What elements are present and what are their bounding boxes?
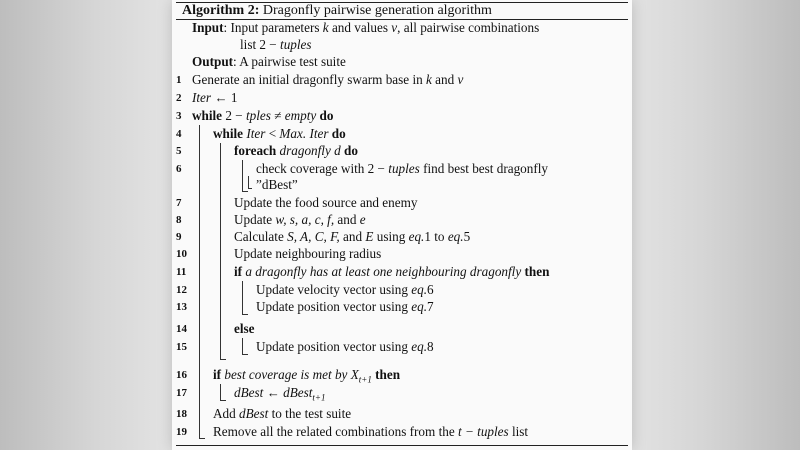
while-keyword: while [213,126,244,141]
wrap-end [248,188,252,189]
algo-line-19 [213,424,528,440]
output-text: : A pairwise test suite [233,54,346,69]
l1-and: and [431,72,458,87]
l13-text: Update position vector using [256,299,412,314]
input-cont-text: list 2 − [240,37,281,52]
output-label: Output [192,54,234,69]
l9-E: E [365,229,374,244]
l10-text: Update neighbouring radius [234,246,382,261]
l13-num: 7 [427,299,434,314]
while-block-end [199,438,205,439]
l6-dbest: ”dBest” [256,177,298,192]
while-block-bar [199,125,200,438]
line-number: 1 [176,74,182,86]
input-label: Input [192,20,224,35]
blurred-background-right [620,0,800,450]
input-cont-tuples: tuples [280,37,312,52]
algo-line-2 [192,90,237,106]
l9-five: 5 [463,229,471,244]
else-block-end [242,354,248,355]
bottom-rule [176,445,628,446]
inner-while-end [220,359,226,360]
l16-x: X [350,367,359,382]
l19-text-2: list [508,424,529,439]
l8-text: Update [234,212,276,227]
foreach-keyword: foreach [234,143,277,158]
l18-dbest: dBest [239,406,269,421]
input-text-2: and values [328,20,392,35]
line-number: 16 [176,369,187,381]
algo-line-9 [234,229,470,245]
l2-iter: Iter [192,90,212,105]
algo-line-18 [213,406,351,422]
line-number: 2 [176,92,182,104]
l15-num: 8 [427,339,434,354]
l17-dbest: dBest [234,385,264,400]
l6-tuples: tuples [388,161,420,176]
l15-text: Update position vector using [256,339,412,354]
l19-text: Remove all the related combinations from the [213,424,458,439]
line-number: 18 [176,408,187,420]
line-number: 19 [176,426,187,438]
l4-iter: Iter [243,126,266,141]
l9-eq-2: eq. [447,229,464,244]
do-keyword: do [316,108,334,123]
l4-lt: < [265,126,280,141]
l12-num: 6 [427,282,434,297]
l6-text: check coverage with 2 − [256,161,389,176]
inner-while-bar [220,143,221,359]
line-number: 13 [176,301,187,313]
l3-text: 2 − [222,108,246,123]
do-keyword: do [328,126,346,141]
line-number: 8 [176,214,182,226]
l16-sub: t+1 [358,374,372,385]
l13-eq: eq. [411,299,428,314]
l17-dbest-2: dBest [283,385,313,400]
l15-eq: eq. [411,339,428,354]
l9-to: 1 to [424,229,448,244]
algo-line-5 [234,143,358,159]
l7-text: Update the food source and enemy [234,195,418,210]
l19-tuples: t − tuples [458,424,509,439]
line-number: 6 [176,163,182,175]
l16-condition: best coverage is met by [221,367,351,382]
l9-vars: S, A, C, F, [287,229,340,244]
line-number: 12 [176,284,187,296]
algo-line-3 [192,108,333,124]
if-block-bar [242,281,243,314]
algo-line-16 [213,367,400,383]
algorithm-label: Algorithm 2: [182,3,260,18]
then-keyword: then [371,367,401,382]
algo-line-17 [234,385,325,401]
l5-dragonfly: dragonfly d [276,143,341,158]
l12-eq: eq. [411,282,428,297]
foreach-block-bar [242,160,243,191]
l8-e: e [359,212,366,227]
l8-vars: w, s, a, c, f, [275,212,335,227]
then-keyword: then [521,264,550,279]
line-number: 17 [176,387,187,399]
do-keyword: do [340,143,358,158]
algo-line-14 [234,321,255,337]
l17-assign: ← [263,385,284,400]
l17-sub: t+1 [312,392,326,403]
line-number: 14 [176,323,187,335]
input-v: v [391,20,398,35]
algo-line-8 [234,212,366,228]
l11-condition: a dragonfly has at least one neighbouring dragonfly [242,264,522,279]
algo-line-1 [192,72,463,88]
input-text-3: , all pairwise combinations [397,20,540,35]
line-number: 3 [176,110,182,122]
foreach-block-end [242,191,248,192]
input-line [192,20,539,36]
if-block-end [242,314,248,315]
l1-k: k [426,72,432,87]
else-keyword: else [234,321,255,336]
if-best-block-bar [220,384,221,400]
l9-and: and [339,229,366,244]
l9-text: Calculate [234,229,288,244]
while-keyword: while [192,108,223,123]
line-number: 4 [176,128,182,140]
line-number: 9 [176,231,182,243]
input-continuation [240,37,312,53]
l12-text: Update velocity vector using [256,282,412,297]
l3-neq: ≠ [270,108,285,123]
line-number: 10 [176,248,187,260]
blurred-background-left [0,0,175,450]
if-best-block-end [220,400,226,401]
line-number: 15 [176,341,187,353]
else-block-bar [242,338,243,354]
l18-text-2: to the test suite [268,406,352,421]
algo-line-7 [234,195,417,211]
line-number: 5 [176,145,182,157]
algorithm-title [182,2,492,19]
l1-text: Generate an initial dragonfly swarm base in [192,72,426,87]
algo-line-13 [256,299,434,315]
l1-v: v [457,72,464,87]
line-number: 11 [176,266,187,278]
line-number: 7 [176,197,182,209]
algo-line-4 [213,126,346,142]
l18-text: Add [213,406,240,421]
wrap-bar [248,176,249,188]
algo-line-12 [256,282,434,298]
l9-eq: eq. [408,229,425,244]
algo-line-6 [256,161,548,177]
algo-line-15 [256,339,434,355]
l3-empty: empty [284,108,317,123]
l2-assign: ← 1 [211,90,238,105]
algorithm-name: Dragonfly pairwise generation algorithm [262,3,492,18]
l3-tples: tples [245,108,271,123]
if-keyword: if [234,264,243,279]
output-line [192,54,346,70]
l4-max-iter: Max. Iter [279,126,329,141]
input-k: k [322,20,329,35]
l9-using: using [373,229,409,244]
algo-line-11 [234,264,549,280]
algorithm-box [172,0,632,450]
l8-and: and [334,212,360,227]
algo-line-10 [234,246,381,262]
if-keyword: if [213,367,222,382]
input-text: : Input parameters [223,20,323,35]
algo-line-6-cont [256,177,298,193]
l6-text-2: find best best dragonfly [419,161,548,176]
